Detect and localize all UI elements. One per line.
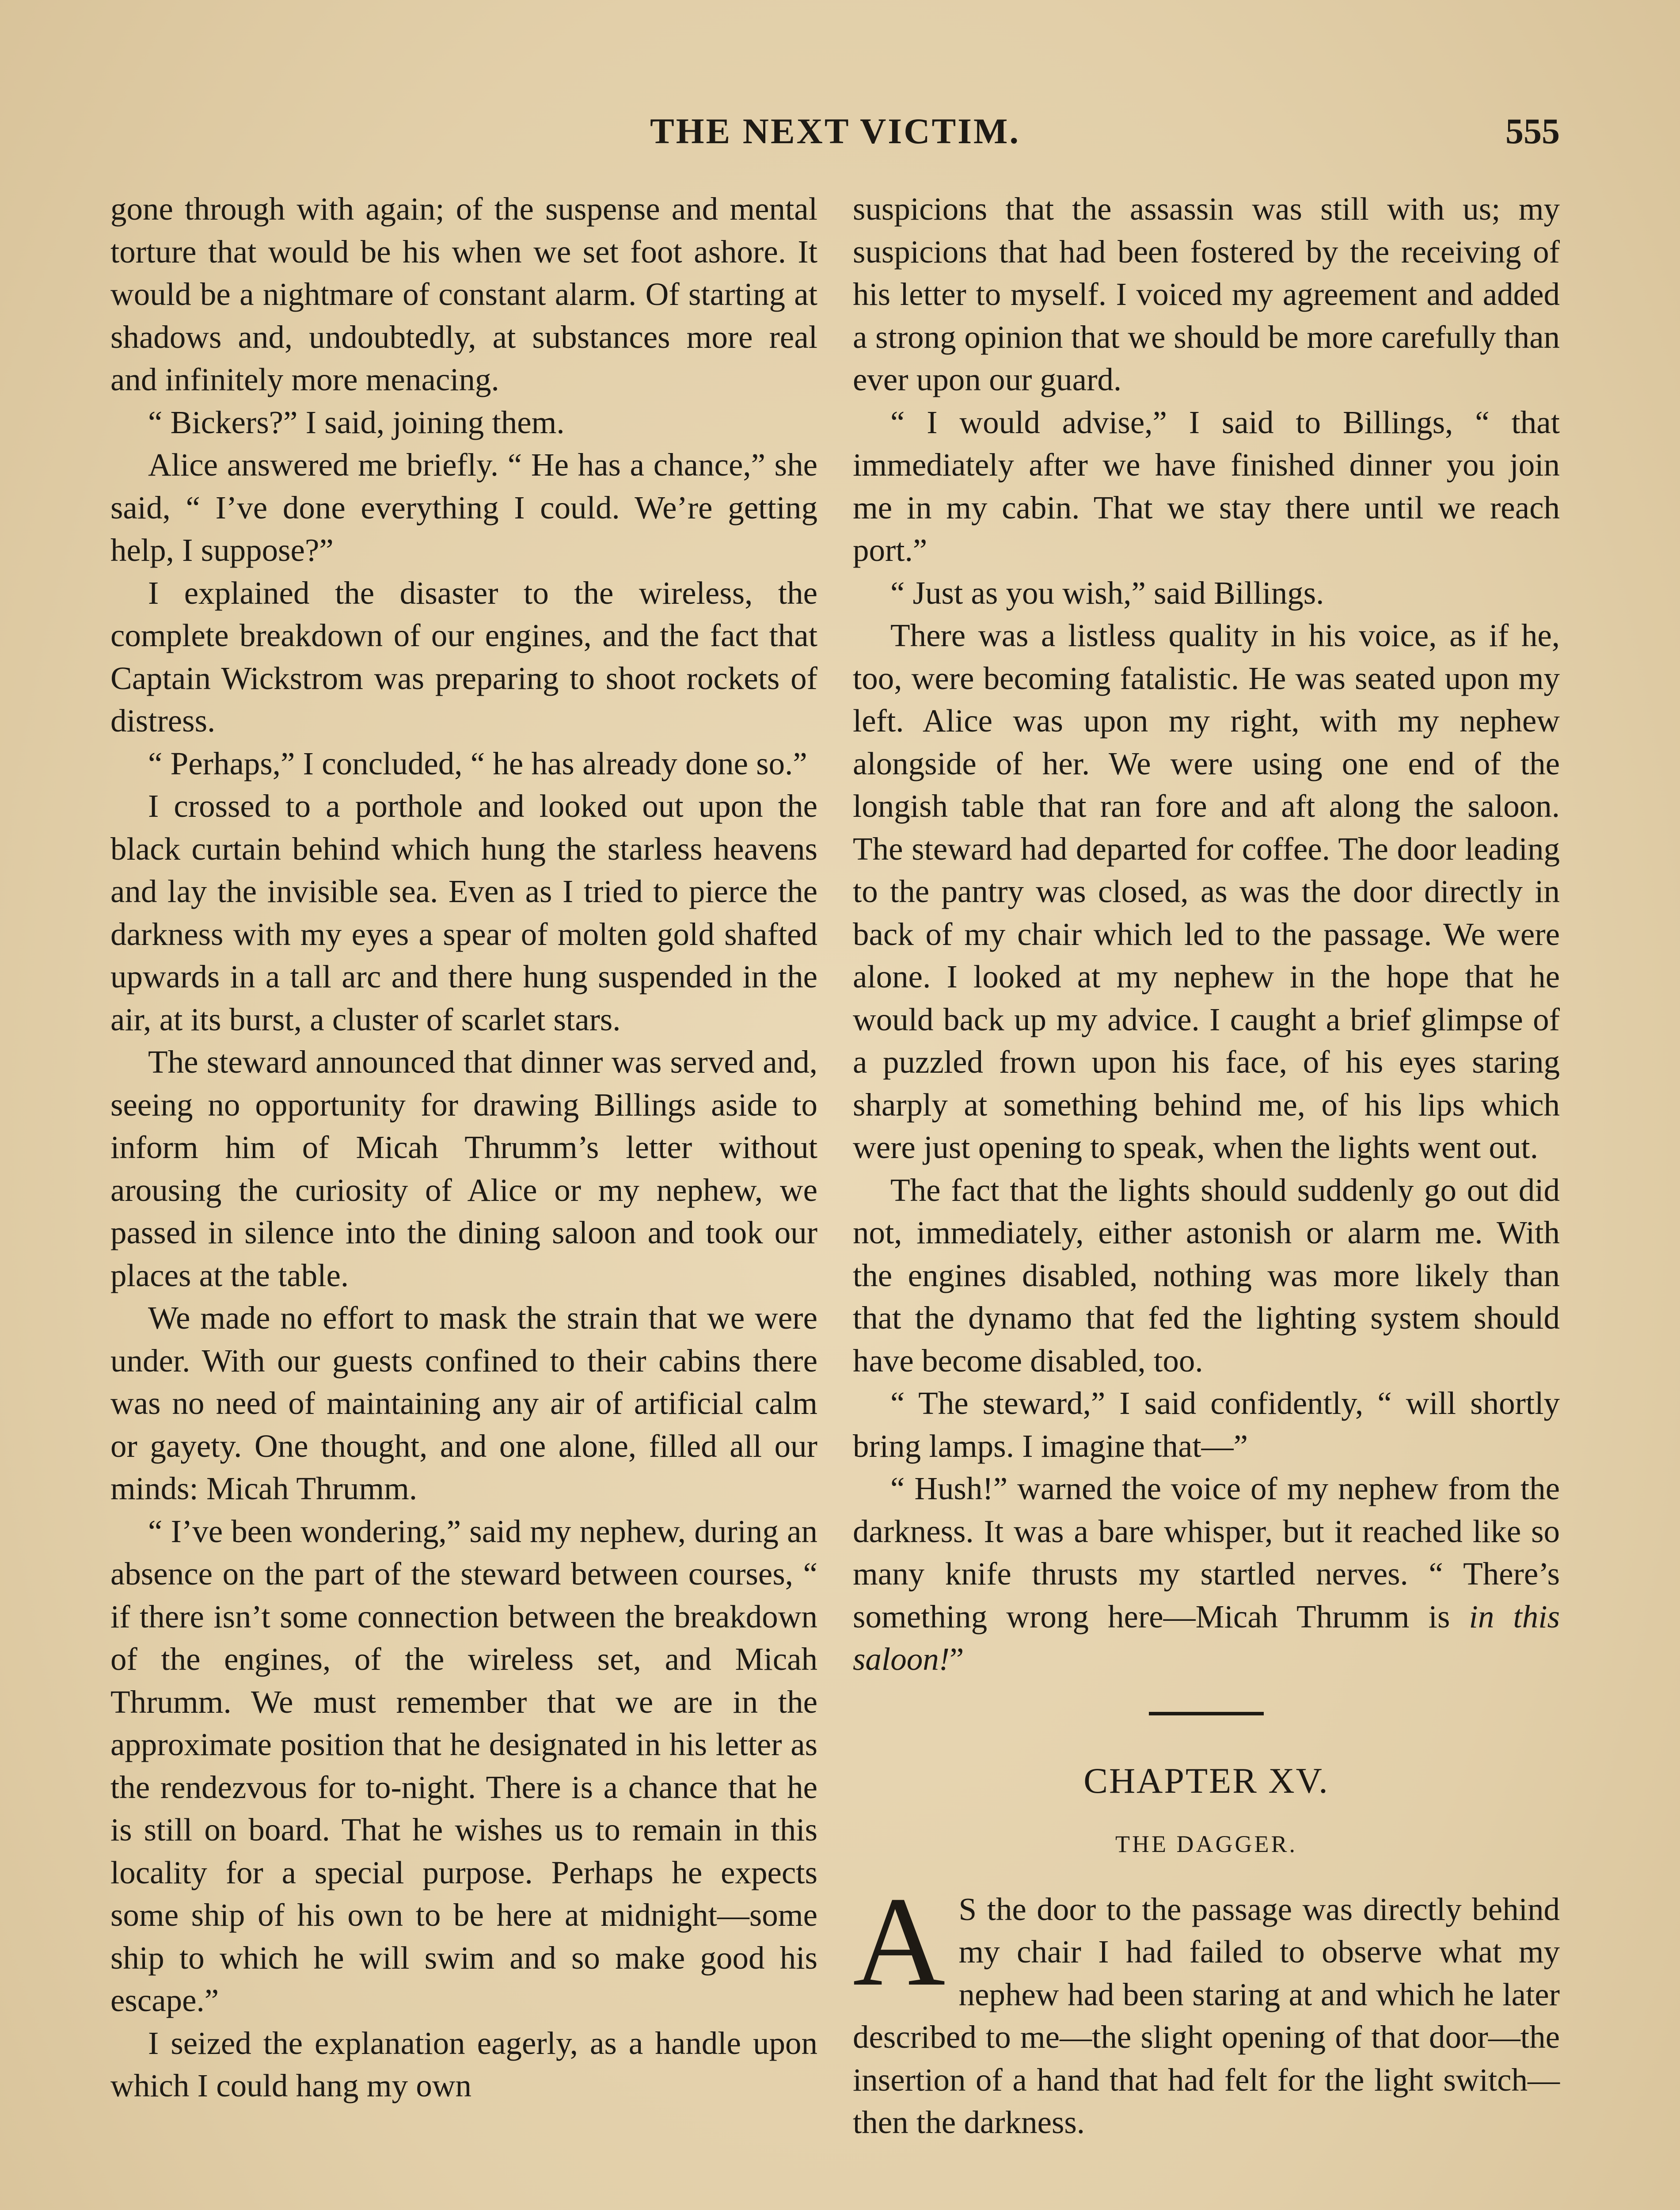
paragraph: We made no effort to mask the strain that we were under. With our guests confined to their cabins there was no need of maintaining any air of artificial calm or gayety. One thought, and one alone, filled all our minds: Micah Thrumm. xyxy=(110,1300,817,1506)
running-title: THE NEXT VICTIM. xyxy=(650,111,1020,151)
paragraph: “ The steward,” I said confidently, “ will shortly bring lamps. I imagine that—” xyxy=(853,1385,1560,1464)
paragraph: Alice answered me briefly. “ He has a chance,” she said, “ I’ve done everything I could. We’re getting help, I suppose?” xyxy=(110,447,817,568)
paragraph: gone through with again; of the suspense and mental torture that would be his when we set foot ashore. It would be a nightmare of constant alarm. Of starting at shadows and, undoubtedly, at substances more real and infinitely more menacing. xyxy=(110,191,817,397)
paragraph: The fact that the lights should suddenly go out did not, immediately, either astonish or alarm me. With the engines disabled, nothing was more likely than that the dynamo that fed the lighting system should have become disabled, too. xyxy=(853,1172,1560,1379)
hush-text: “ Hush!” warned the voice of my nephew from the darkness. It was a bare whisper, but it reached like so many knife thrusts my startled nerves. “ There’s something wrong here—Micah Thrumm is xyxy=(853,1471,1560,1635)
paragraph: suspicions that the assassin was still with us; my suspicions that had been fostered by the receiving of his letter to myself. I voiced my agreement and added a strong opinion that we should be more carefully than ever upon our guard. xyxy=(853,191,1560,397)
paragraph: I crossed to a porthole and looked out upon the black curtain behind which hung the starless heavens and lay the invisible sea. Even as I tried to pierce the darkness with my eyes a spear of molten gold shafted upwards in a tall arc and there hung suspended in the air, at its burst, a cluster of scarlet stars. xyxy=(110,788,817,1037)
running-header xyxy=(110,110,1560,159)
paragraph: “ Perhaps,” I concluded, “ he has already done so.” xyxy=(148,745,807,781)
paragraph: The steward announced that dinner was served and, seeing no opportunity for drawing Billings aside to inform him of Micah Thrumm’s letter without arousing the curiosity of Alice or my nephew, we passed in silence into the dining saloon and took our places at the table. xyxy=(110,1044,817,1293)
right-column xyxy=(853,188,1560,2144)
paragraph: “ Just as you wish,” said Billings. xyxy=(890,575,1324,611)
paragraph: There was a listless quality in his voice, as if he, too, were becoming fatalistic. He was seated upon my left. Alice was upon my right, with my nephew alongside of her. We were using one end of the longish table that ran fore and aft along the saloon. The steward had departed for coffee. The door leading to the pantry was closed, as was the door directly in back of my chair which led to the passage. We were alone. I looked at my nephew in the hope that he would back up my advice. I caught a brief glimpse of a puzzled frown upon his face, of his eyes staring sharply at something behind me, of his lips which were just opening to speak, when the lights went out. xyxy=(853,617,1560,1165)
hush-italic: in this saloon! xyxy=(853,1598,1560,1677)
chapter-heading: CHAPTER XV. xyxy=(1083,1760,1329,1801)
paragraph: I explained the disaster to the wireless, the complete breakdown of our engines, and the fact that Captain Wickstrom was preparing to shoot rockets of distress. xyxy=(110,575,817,739)
left-column xyxy=(110,188,817,2107)
paragraph: “ I’ve been wondering,” said my nephew, during an absence on the part of the steward between courses, “ if there isn’t some connection between the breakdown of the engines, of the wireless set, and Micah Thrumm. We must remember that we are in the approximate position that he designated in his letter as the rendezvous for to-night. There is a chance that he is still on board. That he wishes us to remain in this locality for a special purpose. Perhaps he expects some ship of his own to be here at midnight—some ship to which he will swim and so make good his escape.” xyxy=(110,1513,817,2018)
section-divider xyxy=(1149,1712,1264,1715)
hush-close: ” xyxy=(950,1641,964,1677)
paragraph: “ I would advise,” I said to Billings, “ that immediately after we have finished dinner you join me in my cabin. That we stay there until we reach port.” xyxy=(853,404,1560,568)
paragraph: “ Bickers?” I said, joining them. xyxy=(148,404,565,440)
chapter-opening xyxy=(853,1870,1560,2144)
drop-cap: A xyxy=(853,1870,946,2012)
page-number: 555 xyxy=(1505,111,1560,151)
opening-paragraph: S the door to the passage was directly behind my chair I had failed to observe what my nephew had been staring at and which he later described to me—the slight opening of that door—the insertion of a hand that had felt for the light switch—then the darkness. xyxy=(853,1891,1560,2140)
hush-paragraph xyxy=(853,1467,1560,1681)
chapter-subtitle: THE DAGGER. xyxy=(1115,1830,1297,1857)
paragraph: I seized the explanation eagerly, as a handle upon which I could hang my own xyxy=(110,2025,817,2103)
